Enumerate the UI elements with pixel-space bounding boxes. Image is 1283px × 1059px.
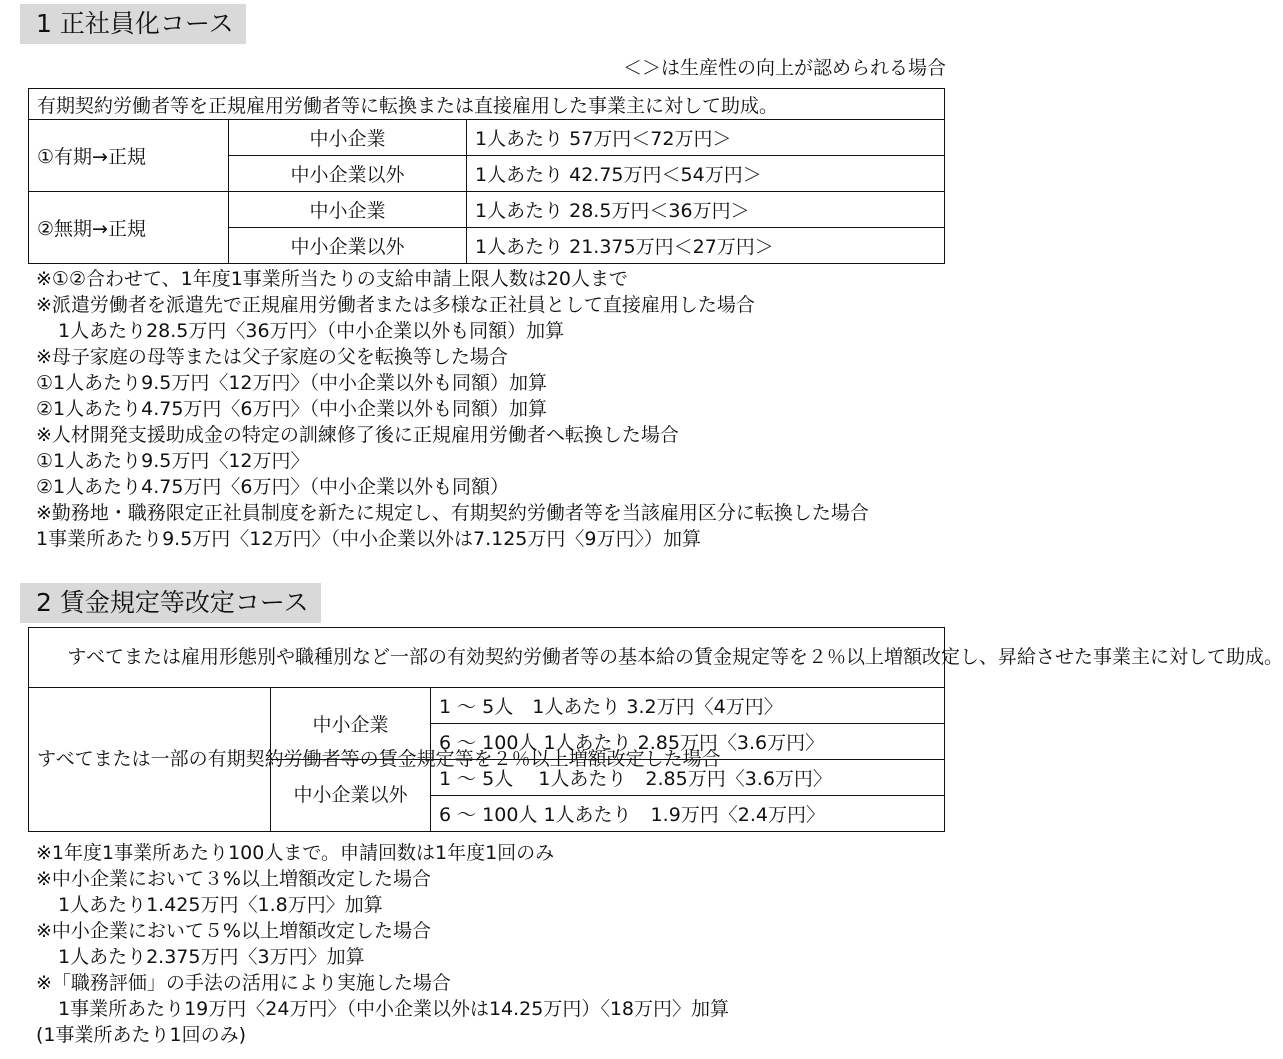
- amount-cell: 6 ～ 100人 1人あたり 2.85万円〈3.6万円〉: [431, 724, 945, 760]
- note-line: ※勤務地・職務限定正社員制度を新たに規定し、有期契約労働者等を当該雇用区分に転換した場合: [36, 502, 869, 524]
- note-line: ※派遣労働者を派遣先で正規雇用労働者または多様な正社員として直接雇用した場合: [36, 294, 755, 316]
- note-line: ※中小企業において５%以上増額改定した場合: [36, 920, 431, 942]
- section2-intro: すべてまたは雇用形態別や職種別など一部の有効契約労働者等の基本給の賃金規定等を２％以上増額改定し、昇給させた事業主に対して助成。: [29, 628, 945, 688]
- amount-cell: 1人あたり 57万円＜72万円＞: [467, 120, 945, 156]
- note-line: 1事業所あたり9.5万円〈12万円〉（中小企業以外は7.125万円〈9万円〉）加算: [36, 528, 701, 550]
- amount-cell: 1 ～ 5人 1人あたり 2.85万円〈3.6万円〉: [431, 760, 945, 796]
- size-sme: 中小企業: [271, 688, 431, 760]
- size-sme: 中小企業: [229, 120, 467, 156]
- group-fixed-to-regular: ①有期→正規: [29, 120, 229, 192]
- amount-cell: 1人あたり 42.75万円＜54万円＞: [467, 156, 945, 192]
- group-indefinite-to-regular: ②無期→正規: [29, 192, 229, 264]
- section1-notes: [36, 266, 869, 552]
- note-line: ②1人あたり4.75万円〈6万円〉（中小企業以外も同額）: [36, 476, 510, 498]
- note-line: (1事業所あたり1回のみ): [36, 1024, 247, 1046]
- size-non-sme: 中小企業以外: [229, 228, 467, 264]
- note-line: ※母子家庭の母等または父子家庭の父を転換等した場合: [36, 346, 508, 368]
- size-non-sme: 中小企業以外: [271, 760, 431, 832]
- amount-cell: 1 ～ 5人 1人あたり 3.2万円〈4万円〉: [431, 688, 945, 724]
- note-line: ※①②合わせて、1年度1事業所当たりの支給申請上限人数は20人まで: [36, 268, 628, 290]
- size-non-sme: 中小企業以外: [229, 156, 467, 192]
- note-line: 1人あたり1.425万円〈1.8万円〉加算: [58, 894, 383, 916]
- size-sme: 中小企業: [229, 192, 467, 228]
- amount-cell: 6 ～ 100人 1人あたり 1.9万円〈2.4万円〉: [431, 796, 945, 832]
- section2-table: [28, 627, 1283, 832]
- section1-heading: 1 正社員化コース: [20, 4, 246, 44]
- note-line: ※1年度1事業所あたり100人まで。申請回数は1年度1回のみ: [36, 842, 555, 864]
- note-line: 1人あたり28.5万円〈36万円〉（中小企業以外も同額）加算: [58, 320, 565, 342]
- note-line: 1事業所あたり19万円〈24万円〉（中小企業以外は14.25万円）〈18万円〉加算: [58, 998, 730, 1020]
- note-line: ※人材開発支援助成金の特定の訓練修了後に正規雇用労働者へ転換した場合: [36, 424, 679, 446]
- amount-cell: 1人あたり 28.5万円＜36万円＞: [467, 192, 945, 228]
- section2-notes: [36, 840, 729, 1048]
- condition-cell: すべてまたは一部の有期契約労働者等の賃金規定等を２％以上増額改定した場合: [29, 688, 271, 832]
- note-line: ※中小企業において３%以上増額改定した場合: [36, 868, 431, 890]
- note-line: 1人あたり2.375万円〈3万円〉加算: [58, 946, 365, 968]
- note-line: ①1人あたり9.5万円〈12万円〉（中小企業以外も同額）加算: [36, 372, 548, 394]
- section1-table: [28, 88, 945, 264]
- section1-intro: 有期契約労働者等を正規雇用労働者等に転換または直接雇用した事業主に対して助成。: [29, 89, 945, 120]
- amount-cell: 1人あたり 21.375万円＜27万円＞: [467, 228, 945, 264]
- note-line: ②1人あたり4.75万円〈6万円〉（中小企業以外も同額）加算: [36, 398, 548, 420]
- note-line: ※「職務評価」の手法の活用により実施した場合: [36, 972, 451, 994]
- section1-legend: ＜＞は生産性の向上が認められる場合: [622, 57, 946, 79]
- section2-heading: 2 賃金規定等改定コース: [20, 583, 321, 623]
- note-line: ①1人あたり9.5万円〈12万円〉: [36, 450, 310, 472]
